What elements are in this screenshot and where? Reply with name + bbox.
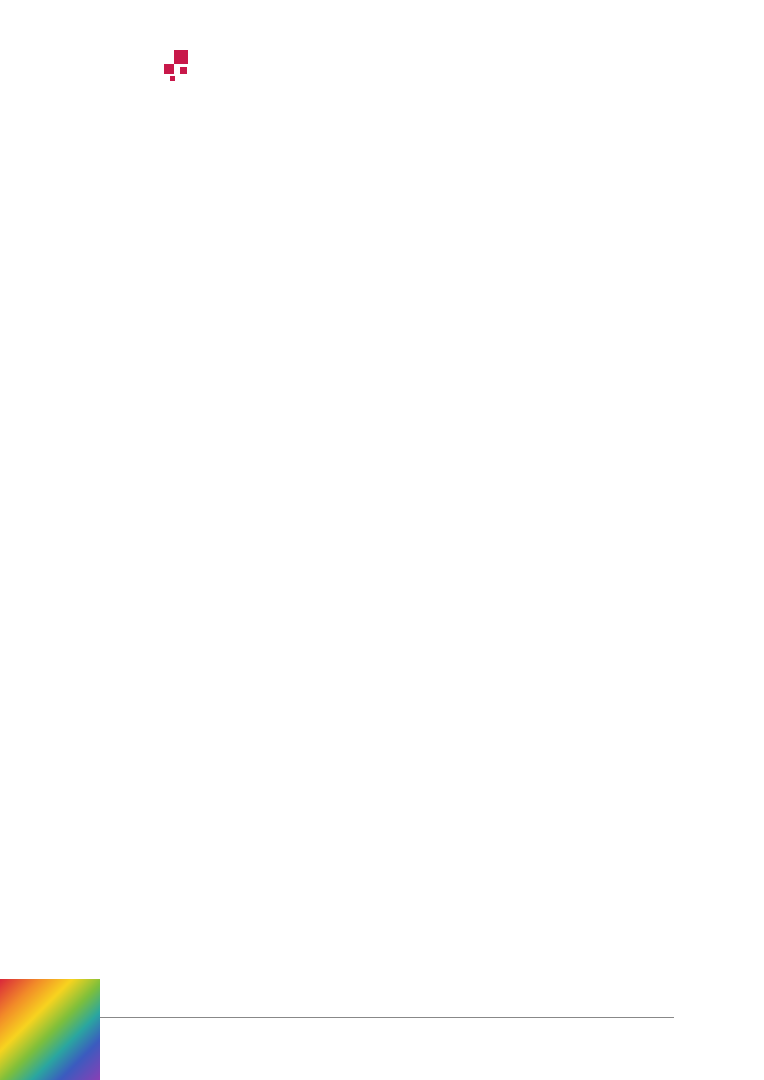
logo-square-large <box>174 50 188 64</box>
footer-divider <box>94 1017 674 1018</box>
section-2-11 <box>0 136 764 170</box>
wohnkueche-intro-row <box>0 250 764 268</box>
bwsg-logo <box>100 50 210 98</box>
document-body <box>0 126 764 268</box>
logo-square-medium <box>164 64 174 74</box>
logo-square-small <box>180 67 187 74</box>
kauf-dein-haus-badge <box>0 979 100 1080</box>
logo-square-tiny <box>170 76 175 81</box>
ventilation-paragraph-3 <box>300 168 673 170</box>
section-2-12 <box>0 202 764 220</box>
